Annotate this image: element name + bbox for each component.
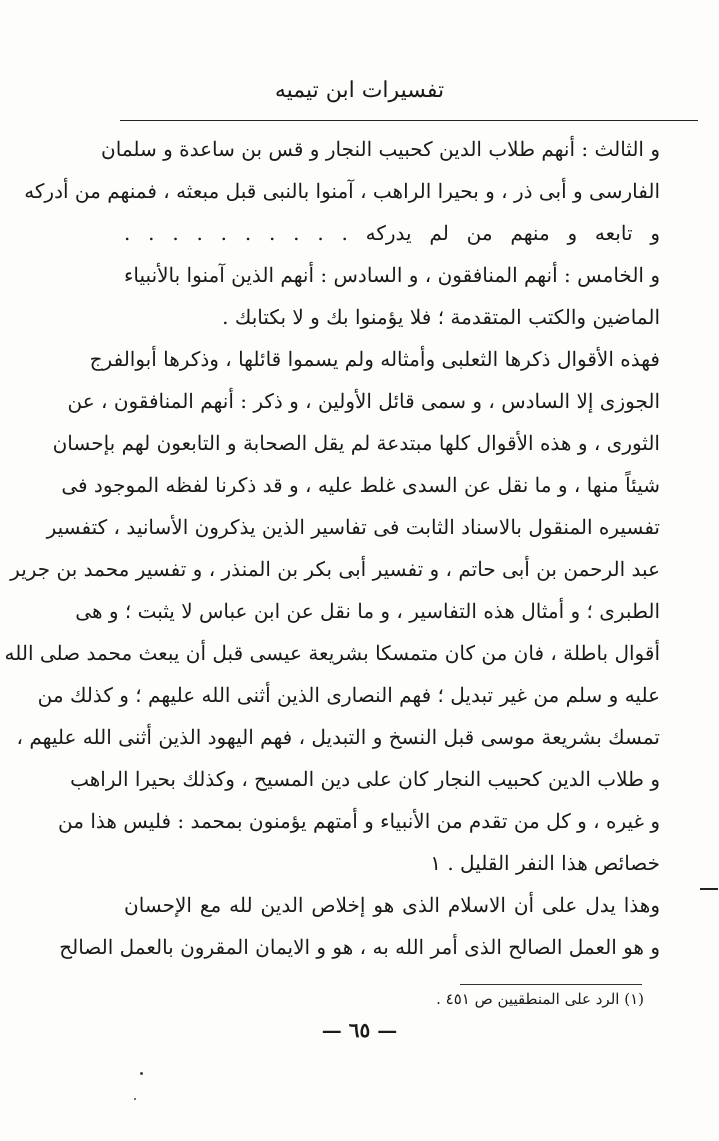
running-header-title: تفسيرات ابن تيميه bbox=[274, 78, 445, 103]
text-line: تمسك بشريعة موسى قبل النسخ و التبديل ، فهم اليهود الذين أثنى الله عليهم ، bbox=[16, 725, 660, 749]
text-line: و طلاب الدين كحبيب النجار كان على دين المسيح ، وكذلك بحيرا الراهب bbox=[70, 767, 660, 791]
page-number: — ٦٥ — bbox=[321, 1018, 398, 1042]
text-line: الطبرى ؛ و أمثال هذه التفاسير ، و ما نقل عن ابن عباس لا يثبت ؛ و هى bbox=[75, 599, 660, 623]
text-line: أقوال باطلة ، فان من كان متمسكا بشريعة عيسى قبل أن يبعث محمد صلى الله bbox=[4, 641, 660, 665]
text-line: خصائص هذا النفر القليل . ١ bbox=[430, 851, 660, 875]
text-line: الماضين والكتب المتقدمة ؛ فلا يؤمنوا بك و لا بكتابك . bbox=[222, 305, 660, 329]
text-line: و غيره ، و كل من تقدم من الأنبياء و أمتهم يؤمنون بمحمد : فليس هذا من bbox=[58, 809, 660, 833]
margin-mark bbox=[700, 888, 718, 890]
header-rule bbox=[120, 120, 698, 121]
footnote: (١) الرد على المنطقيين ص ٤٥١ . bbox=[436, 990, 644, 1008]
text-line: تفسيره المنقول بالاسناد الثابت فى تفاسير الذين يذكرون الأسانيد ، كتفسير bbox=[46, 515, 660, 539]
text-line: شيئاً منها ، و ما نقل عن السدى غلط عليه ، و قد ذكرنا لفظه الموجود فى bbox=[61, 473, 660, 497]
text-line: عليه و سلم من غير تبديل ؛ فهم النصارى الذين أثنى الله عليهم ؛ و كذلك من bbox=[37, 683, 660, 707]
text-line: الجوزى إلا السادس ، و سمى قائل الأولين ، و ذكر : أنهم المنافقون ، عن bbox=[67, 389, 660, 413]
text-line: و الخامس : أنهم المنافقون ، و السادس : أنهم الذين آمنوا بالأنبياء bbox=[124, 263, 660, 287]
text-line: عبد الرحمن بن أبى حاتم ، و تفسير أبى بكر بن المنذر ، و تفسير محمد بن جرير bbox=[10, 557, 660, 581]
text-line: و هو العمل الصالح الذى أمر الله به ، هو و الايمان المقرون بالعمل الصالح bbox=[59, 935, 660, 959]
scan-speck bbox=[134, 1098, 136, 1100]
body-text bbox=[4, 128, 660, 968]
footnote-rule bbox=[460, 984, 642, 985]
scan-speck bbox=[140, 1072, 143, 1075]
text-line: فهذه الأقوال ذكرها الثعلبى وأمثاله ولم يسموا قائلها ، وذكرها أبوالفرج bbox=[89, 347, 660, 371]
text-line: و تابعه و منهم من لم يدركه . . . . . . . . . . bbox=[124, 221, 660, 245]
text-line: وهذا يدل على أن الاسلام الذى هو إخلاص الدين لله مع الإحسان bbox=[124, 893, 660, 917]
text-line: الثورى ، و هذه الأقوال كلها مبتدعة لم يقل الصحابة و التابعون لهم بإحسان bbox=[52, 431, 660, 455]
text-line: الفارسى و أبى ذر ، و بحيرا الراهب ، آمنوا بالنبى قبل مبعثه ، فمنهم من أدركه bbox=[24, 179, 660, 203]
text-line: و الثالث : أنهم طلاب الدين كحبيب النجار و قس بن ساعدة و سلمان bbox=[101, 137, 660, 161]
